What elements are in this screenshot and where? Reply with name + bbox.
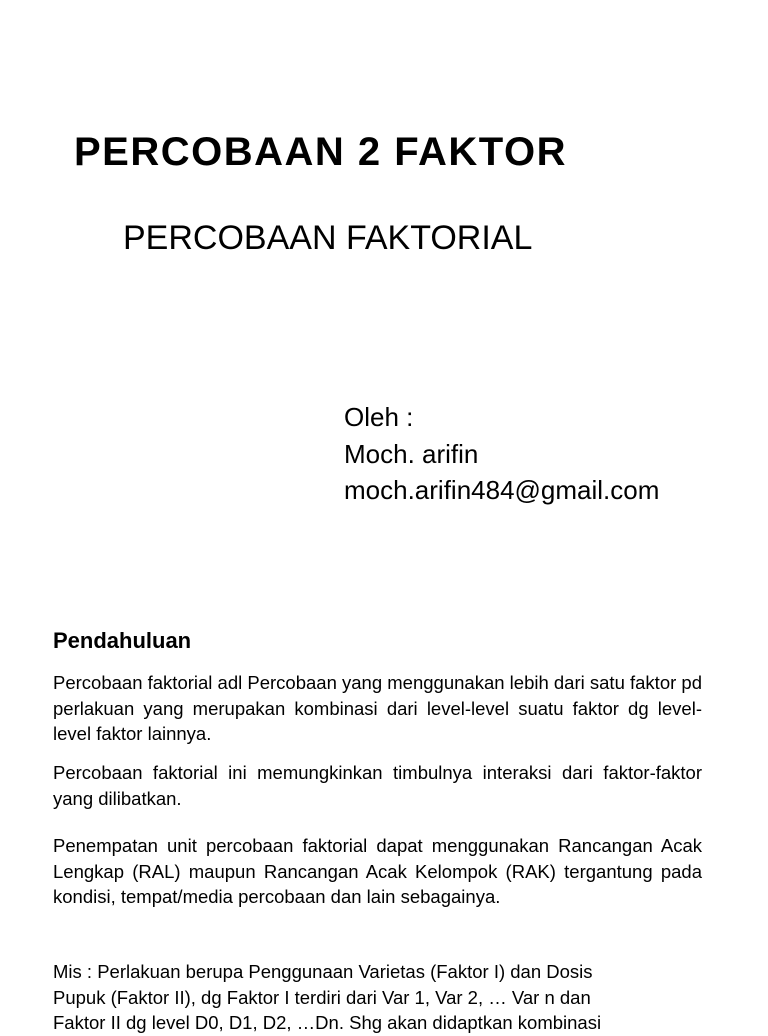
paragraph-definition: Percobaan faktorial adl Percobaan yang menggunakan lebih dari satu faktor pd perlakuan yang merupakan kombinasi dari level-level suatu faktor dg level-level faktor lainnya. — [53, 672, 702, 744]
author-by-label: Oleh : — [344, 402, 414, 432]
paragraph-interaction: Percobaan faktorial ini memungkinkan timbulnya interaksi dari faktor-faktor yang dilibatkan. — [53, 762, 702, 809]
author-name: Moch. arifin — [344, 438, 479, 469]
author-block — [344, 399, 659, 509]
example-line: Mis : Perlakuan berupa Penggunaan Varietas (Faktor I) dan Dosis — [53, 961, 593, 982]
example-line: Pupuk (Faktor II), dg Faktor I terdiri dari Var 1, Var 2, … Var n dan — [53, 986, 591, 1008]
page-title: PERCOBAAN 2 FAKTOR — [74, 130, 567, 174]
section-heading: Pendahuluan — [53, 628, 192, 653]
author-email: moch.arifin484@gmail.com — [344, 475, 660, 505]
example-line: Faktor II dg level D0, D1, D2, …Dn. Shg akan didaptkan kombinasi — [53, 1012, 602, 1033]
paragraph-placement: Penempatan unit percobaan faktorial dapat menggunakan Rancangan Acak Lengkap (RAL) maupun Rancangan Acak Kelompok (RAK) tergantung pada kondisi, tempat/media percobaan dan lain sebagainya. — [53, 835, 702, 907]
page-subtitle: PERCOBAAN FAKTORIAL — [123, 219, 533, 257]
paragraph-example — [53, 959, 702, 1036]
